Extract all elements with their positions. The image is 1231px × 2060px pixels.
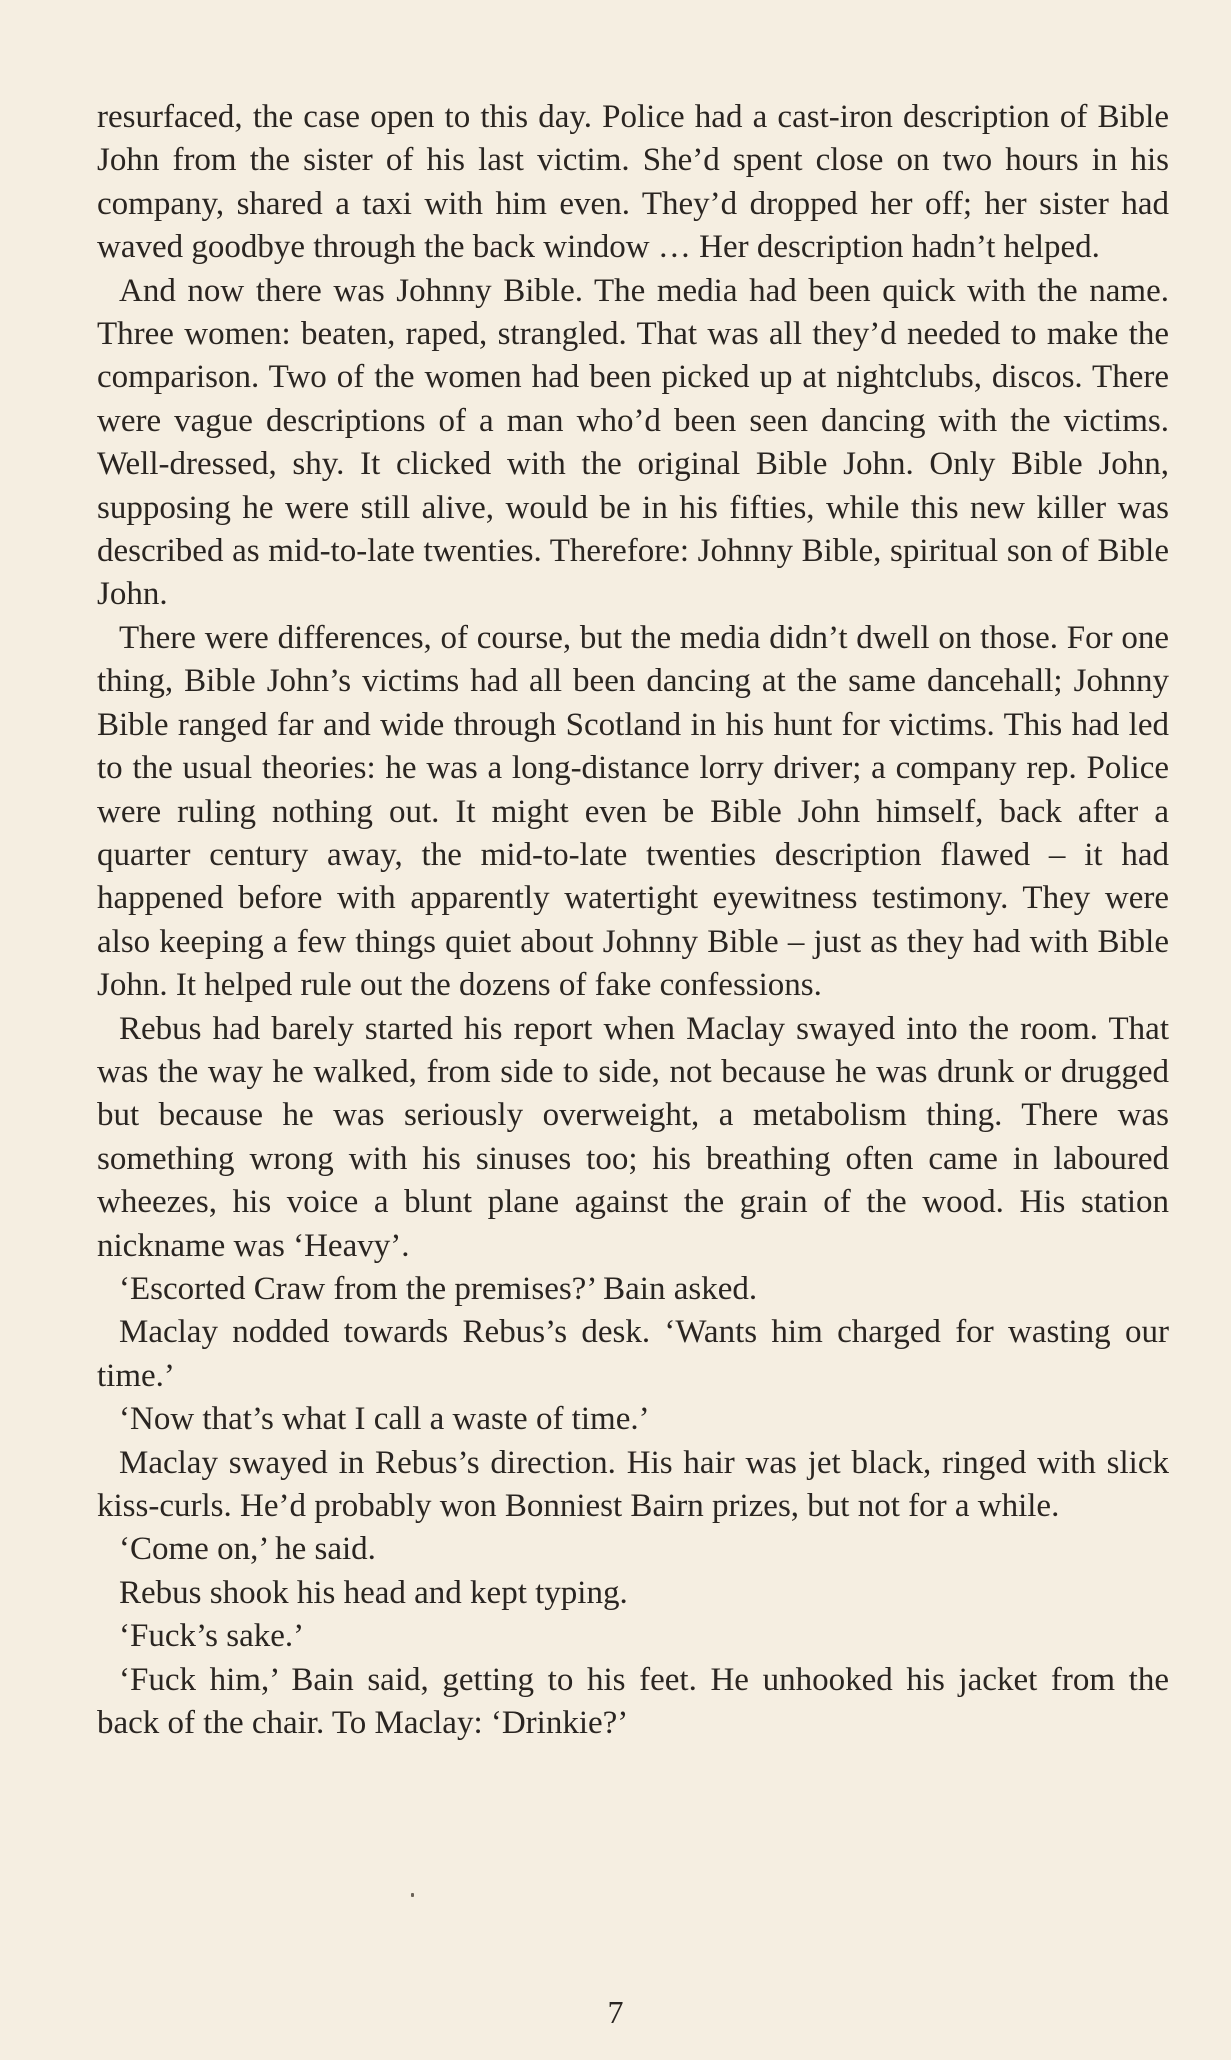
paragraph-11: ‘Fuck’s sake.’ bbox=[119, 1618, 305, 1655]
paragraph-10: Rebus shook his head and kept typing. bbox=[119, 1574, 628, 1611]
paragraph-4: Rebus had barely started his report when Maclay swayed into the room. That was the way he walked, from side to side, not because he was drunk or drugged but because he was seriously overweight, a metabolism thing. There was something wrong with his sinuses too; his breathing often came in laboured wheezes, his voice a blunt plane against the grain of the wood. His station nickname was ‘Heavy’. bbox=[97, 1010, 1169, 1264]
paragraph-5: ‘Escorted Craw from the premises?’ Bain asked. bbox=[119, 1270, 758, 1307]
paragraph-2: And now there was Johnny Bible. The media had been quick with the name. Three women: beaten, raped, strangled. That was all they’d needed to make the comparison. Two of the women had been picked up at nightclubs, discos. There were vague descriptions of a man who’d been seen dancing with the victims. Well-dressed, shy. It clicked with the original Bible John. Only Bible John, supposing he were still alive, would be in his fifties, while this new killer was described as mid-to-late twenties. Therefore: Johnny Bible, spiritual son of Bible John. bbox=[97, 272, 1169, 613]
paragraph-9: ‘Come on,’ he said. bbox=[119, 1531, 376, 1568]
paper-speck bbox=[411, 1893, 414, 1897]
paragraph-1: resurfaced, the case open to this day. Police had a cast-iron description of Bible John from the sister of his last victim. She’d spent close on two hours in his company, shared a taxi with him even. They’d dropped her off; her sister had waved goodbye through the back window … Her description hadn’t helped. bbox=[97, 99, 1169, 266]
paragraph-6: Maclay nodded towards Rebus’s desk. ‘Wants him charged for wasting our time.’ bbox=[97, 1314, 1169, 1394]
paragraph-8: Maclay swayed in Rebus’s direction. His hair was jet black, ringed with slick kiss-curls. He’d probably won Bonniest Bairn prizes, but not for a while. bbox=[97, 1444, 1169, 1524]
page-number: 7 bbox=[607, 1994, 624, 2030]
body-text bbox=[97, 96, 1169, 1745]
paragraph-12: ‘Fuck him,’ Bain said, getting to his feet. He unhooked his jacket from the back of the chair. To Maclay: ‘Drinkie?’ bbox=[97, 1661, 1169, 1742]
paragraph-3: There were differences, of course, but the media didn’t dwell on those. For one thing, Bible John’s victims had all been dancing at the same dancehall; Johnny Bible ranged far and wide through Scotland in his hunt for victims. This had led to the usual theories: he was a long-distance lorry driver; a company rep. Police were ruling nothing out. It might even be Bible John himself, back after a quarter century away, the mid-to-late twenties description flawed – it had happened before with apparently watertight eyewitness testimony. They were also keeping a few things quiet about Johnny Bible – just as they had with Bible John. It helped rule out the dozens of fake confessions. bbox=[97, 619, 1169, 1004]
paragraph-7: ‘Now that’s what I call a waste of time.’ bbox=[119, 1401, 650, 1438]
